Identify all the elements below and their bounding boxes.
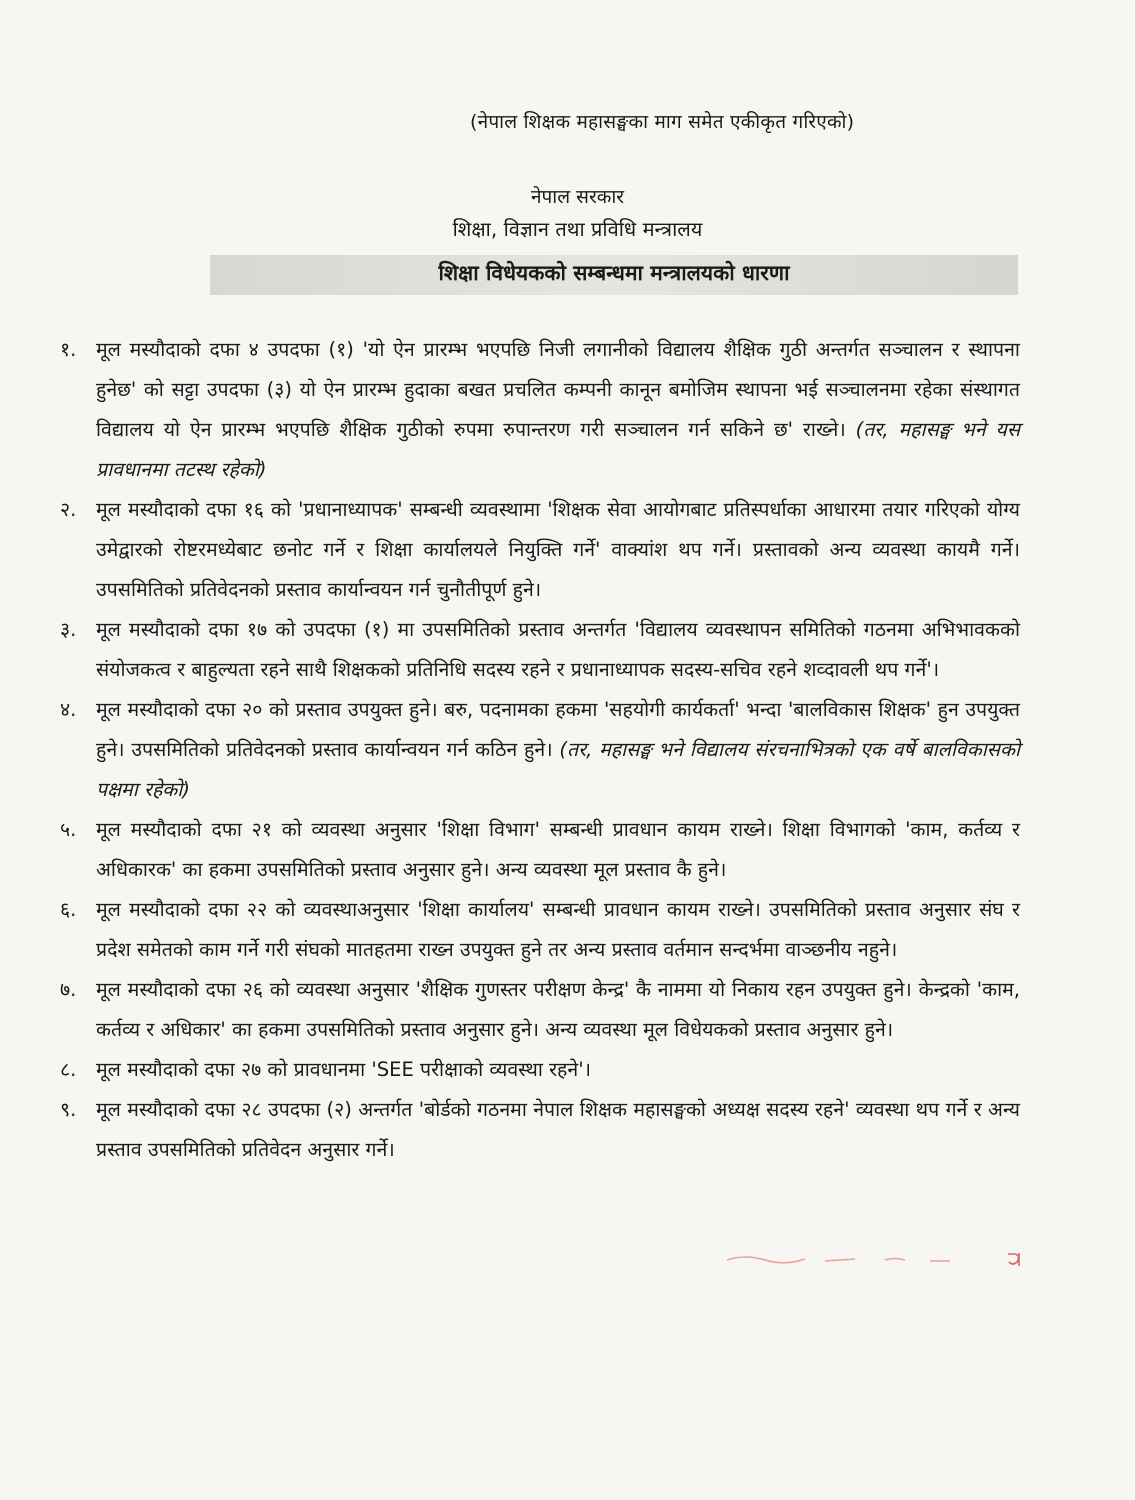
item-text: [96, 1090, 1020, 1170]
top-note: (नेपाल शिक्षक महासङ्घका माग समेत एकीकृत गरिएको): [470, 111, 855, 133]
list-item: [60, 970, 1020, 1050]
item-number: २.: [60, 498, 77, 521]
red-ink-scribble: [725, 1252, 955, 1266]
document-header: [0, 182, 1135, 246]
list-item: [60, 890, 1020, 970]
item-note: (तर, महासङ्घ भने यस प्रावधानमा तटस्थ रहेको): [96, 418, 1020, 481]
item-body: मूल मस्यौदाको दफा १६ को 'प्रधानाध्यापक' सम्बन्धी व्यवस्थामा 'शिक्षक सेवा आयोगबाट प्रतिस्पर्धाका आधारमा तयार गरिएको योग्य उमेद्वारको रोष्टरमध्येबाट छनोट गर्ने र शिक्षा कार्यालयले नियुक्ति गर्ने' वाक्यांश थप गर्ने। प्रस्तावको अन्य व्यवस्था कायमै गर्ने। उपसमितिको प्रतिवेदनको प्रस्ताव कार्यान्वयन गर्न चुनौतीपूर्ण हुने।: [96, 498, 1020, 601]
item-text: [96, 610, 1020, 690]
item-body: मूल मस्यौदाको दफा २२ को व्यवस्थाअनुसार 'शिक्षा कार्यालय' सम्बन्धी प्रावधान कायम राख्ने। उपसमितिको प्रस्ताव अनुसार संघ र प्रदेश समेतको काम गर्ने गरी संघको मातहतमा राख्न उपयुक्त हुने तर अन्य प्रस्ताव वर्तमान सन्दर्भमा वाञ्छनीय नहुने।: [96, 898, 1020, 961]
item-text: [96, 890, 1020, 970]
item-text: [96, 490, 1020, 610]
item-body: मूल मस्यौदाको दफा ४ उपदफा (१) 'यो ऐन प्रारम्भ भएपछि निजी लगानीको विद्यालय शैक्षिक गुठी अन्तर्गत सञ्चालन र स्थापना हुनेछ' को सट्टा उपदफा (३) यो ऐन प्रारम्भ हुदाका बखत प्रचलित कम्पनी कानून बमोजिम स्थापना भई सञ्चालनमा रहेका संस्थागत विद्यालय यो ऐन प्रारम्भ भएपछि शैक्षिक गुठीको रुपमा रुपान्तरण गरी सञ्चालन गर्न सकिने छ' राख्ने।: [96, 338, 1020, 441]
item-body: मूल मस्यौदाको दफा २७ को प्रावधानमा 'SEE परीक्षाको व्यवस्था रहने'।: [96, 1058, 591, 1081]
list-item: [60, 1050, 1020, 1090]
item-body: मूल मस्यौदाको दफा २८ उपदफा (२) अन्तर्गत 'बोर्डको गठनमा नेपाल शिक्षक महासङ्घको अध्यक्ष सदस्य रहने' व्यवस्था थप गर्ने र अन्य प्रस्ताव उपसमितिको प्रतिवेदन अनुसार गर्ने।: [96, 1098, 1020, 1161]
item-number: ९.: [60, 1098, 77, 1121]
item-body: मूल मस्यौदाको दफा २० को प्रस्ताव उपयुक्त हुने। बरु, पदनामका हकमा 'सहयोगी कार्यकर्ता' भन्दा 'बालविकास शिक्षक' हुन उपयुक्त हुने। उपसमितिको प्रतिवेदनको प्रस्ताव कार्यान्वयन गर्न कठिन हुने।: [96, 698, 1020, 761]
item-body: मूल मस्यौदाको दफा १७ को उपदफा (१) मा उपसमितिको प्रस्ताव अन्तर्गत 'विद्यालय व्यवस्थापन समितिको गठनमा अभिभावकको संयोजकत्व र बाहुल्यता रहने साथै शिक्षकको प्रतिनिधि सदस्य रहने र प्रधानाध्यापक सदस्य-सचिव रहने शव्दावली थप गर्ने'।: [96, 618, 1020, 681]
item-text: [96, 690, 1020, 810]
item-number: ७.: [60, 978, 77, 1001]
item-number: ३.: [60, 618, 77, 641]
list-item: [60, 330, 1020, 490]
item-text: [96, 1050, 1020, 1090]
item-body: मूल मस्यौदाको दफा २६ को व्यवस्था अनुसार 'शैक्षिक गुणस्तर परीक्षण केन्द्र' कै नाममा यो निकाय रहन उपयुक्त हुने। केन्द्रको 'काम, कर्तव्य र अधिकार' का हकमा उपसमितिको प्रस्ताव अनुसार हुने। अन्य व्यवस्था मूल विधेयकको प्रस्ताव अनुसार हुने।: [96, 978, 1020, 1041]
list-item: [60, 1090, 1020, 1170]
list-item: [60, 490, 1020, 610]
government-name: नेपाल सरकार: [530, 186, 625, 208]
document-title: शिक्षा विधेयकको सम्बन्धमा मन्त्रालयको धारणा: [210, 255, 1018, 295]
item-note: (तर, महासङ्घ भने विद्यालय संरचनाभित्रको एक वर्षे बालविकासको पक्षमा रहेको): [96, 738, 1020, 801]
item-number: ६.: [60, 898, 77, 921]
item-body: मूल मस्यौदाको दफा २१ को व्यवस्था अनुसार 'शिक्षा विभाग' सम्बन्धी प्रावधान कायम राख्ने। शिक्षा विभागको 'काम, कर्तव्य र अधिकारक' का हकमा उपसमितिको प्रस्ताव अनुसार हुने। अन्य व्यवस्था मूल प्रस्ताव कै हुने।: [96, 818, 1020, 881]
item-text: [96, 330, 1020, 490]
item-number: ४.: [60, 698, 77, 721]
red-ink-mark: [1005, 1250, 1025, 1275]
item-text: [96, 810, 1020, 890]
list-item: [60, 810, 1020, 890]
item-number: १.: [60, 338, 77, 361]
list-item: [60, 690, 1020, 810]
list-item: [60, 610, 1020, 690]
item-number: ५.: [60, 818, 77, 841]
ministry-name: शिक्षा, विज्ञान तथा प्रविधि मन्त्रालय: [452, 217, 703, 241]
item-text: [96, 970, 1020, 1050]
item-number: ८.: [60, 1058, 77, 1081]
points-list: [60, 330, 1020, 1170]
